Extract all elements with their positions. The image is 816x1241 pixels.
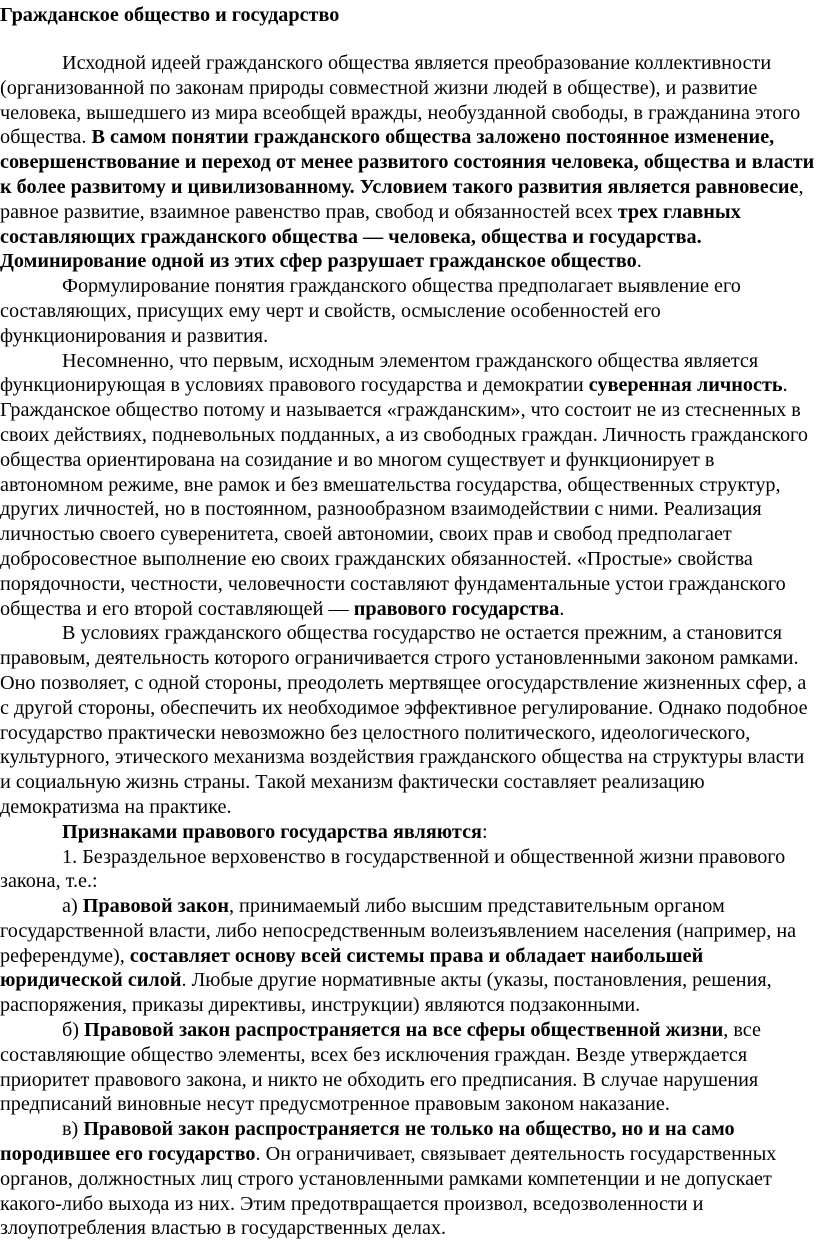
bold-text-segment: Правовой закон распространяется не только на общество, но и на само породившее его государство — [0, 1118, 735, 1166]
text-segment: . Он ограничивает, связывает деятельность государственных органов, должностных лиц строго установленными рамками компетенции и не допускает какого-либо выхода из них. Этим предотвращается произвол, вседозволенности и злоупотребления властью в государственных делах. — [0, 1143, 777, 1240]
bold-text-segment: Правовой закон — [82, 895, 229, 918]
text-segment: 1. Безраздельное верховенство в государственной и общественной жизни правового закона, т.е.: — [0, 845, 786, 893]
text-segment: , равное развитие, взаимное равенство прав, свобод и обязанностей всех — [0, 175, 804, 223]
paragraph — [0, 1117, 816, 1241]
text-segment: , принимаемый либо высшим представительным органом государственной власти, либо непосредственным волеизъявлением населения (например, на референдуме), — [0, 895, 797, 967]
bold-text-segment: суверенная личность — [588, 374, 783, 397]
text-segment: . — [559, 597, 565, 620]
paragraph — [0, 51, 816, 274]
document-title: Гражданское общество и государство — [0, 4, 340, 26]
paragraph — [0, 845, 816, 895]
text-segment: . Любые другие нормативные акты (указы, постановления, решения, распоряжения, приказы директивы, инструкции) являются подзаконными. — [0, 969, 772, 1017]
text-segment: Исходной идеей гражданского общества является преобразование коллективности (организованной по законам природы совместной жизни людей в обществе), и развитие человека, вышедшего из мира всеобщей вражды, необузданной свободы, в гражданина этого общества. — [0, 52, 801, 149]
text-segment: В условиях гражданского общества государство не остается прежним, а становится правовым, деятельность которого ограничивается строго установленными законом рамками. Оно позволяет, с одной стороны, преодолеть мертвящее огосударствление жизненных сфер, а с другой стороны, обеспечить их необходимое эффективное регулирование. Однако подобное государство практически невозможно без целостного политического, идеологического, культурного, этического механизма воздействия гражданского общества на структуры власти и социальную жизнь страны. Такой механизм фактически составляет реализацию демократизма на практике. — [0, 622, 808, 818]
paragraph — [0, 349, 816, 622]
paragraph — [0, 820, 816, 845]
text-segment: . — [636, 250, 642, 273]
bold-text-segment: В самом понятии гражданского общества заложено постоянное изменение, совершенствование и переход от менее развитого состояния человека, общества и власти к более развитому и цивилизованному. Условием такого развития является равновесие — [0, 126, 815, 198]
text-segment: в) — [62, 1118, 84, 1141]
bold-text-segment: правового государства — [353, 597, 560, 620]
bold-text-segment: составляет основу всей системы права и обладает наибольшей юридической силой — [0, 944, 704, 992]
text-segment: а) — [62, 895, 83, 918]
bold-text-segment: трех главных составляющих гражданского общества — человека, общества и государства. Доминирование одной из этих сфер разрушает гражданское общество — [0, 200, 741, 273]
document-body — [0, 51, 816, 1241]
bold-text-segment: Правовой закон распространяется на все сферы общественной жизни — [84, 1019, 724, 1042]
text-segment: б) — [62, 1019, 85, 1042]
text-segment: Формулирование понятия гражданского общества предполагает выявление его составляющих, присущих ему черт и свойств, осмысление особенностей его функционирования и развития. — [0, 275, 741, 347]
paragraph — [0, 1018, 816, 1117]
paragraph — [0, 621, 816, 819]
text-segment: , все составляющие общество элементы, всех без исключения граждан. Везде утверждается приоритет правового закона, и никто не обходить его предписания. В случае нарушения предписаний виновные несут предусмотренное правовым законом наказание. — [0, 1019, 761, 1116]
paragraph — [0, 274, 816, 348]
text-segment: Несомненно, что первым, исходным элементом гражданского общества является функционирующая в условиях правового государства и демократии — [0, 349, 759, 397]
text-segment: . Гражданское общество потому и называется «гражданским», что состоит не из стесненных в своих действиях, подневольных подданных, а из свободных граждан. Личность гражданского общества ориентирована на созидание и во многом существует и функционирует в автономном режиме, вне рамок и без вмешательства государства, общественных структур, других личностей, но в постоянном, разнообразном взаимодействии с ними. Реализация личностью своего суверенитета, своей автономии, своих прав и свобод предполагает добросовестное выполнение ею своих гражданских обязанностей. «Простые» свойства порядочности, честности, человечности составляют фундаментальные устои гражданского общества и его второй составляющей — — [0, 374, 808, 620]
text-segment: : — [481, 820, 488, 843]
bold-text-segment: Признаками правового государства являются — [62, 820, 482, 843]
paragraph — [0, 894, 816, 1018]
